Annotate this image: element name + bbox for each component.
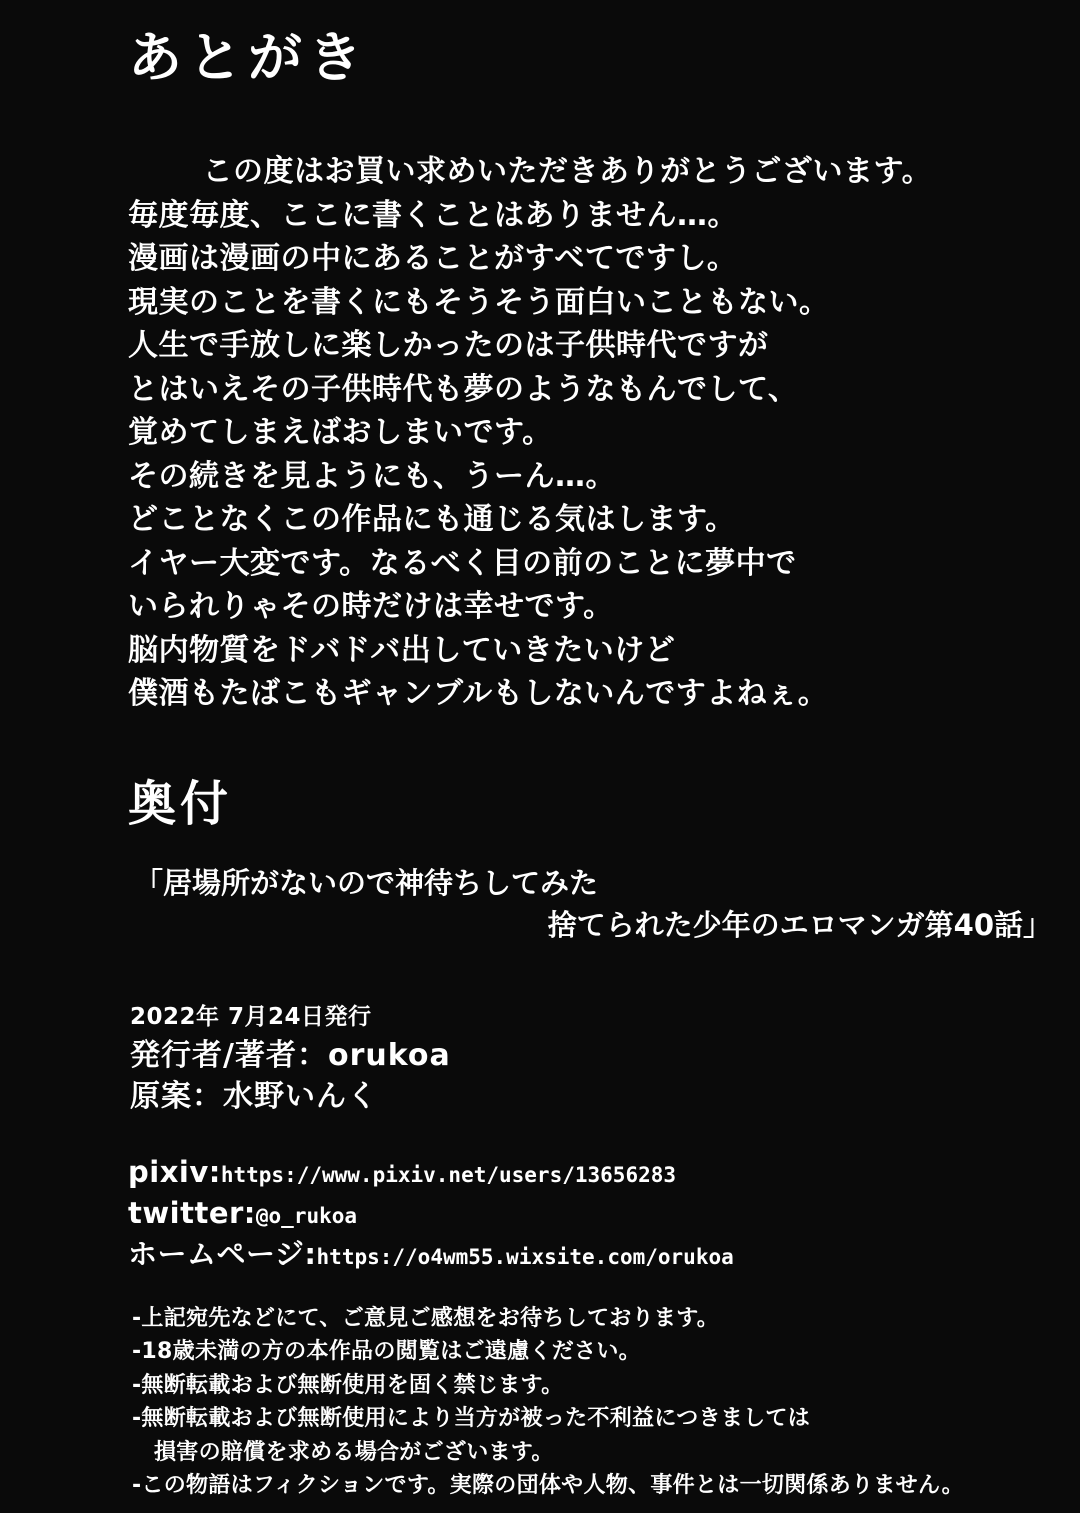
afterword-line: 覚めてしまえばおしまいです。 (128, 415, 553, 450)
afterword-line: どことなくこの作品にも通じる気はします。 (128, 502, 736, 537)
afterword-line: イヤー大変です。なるべく目の前のことに夢中で (128, 545, 797, 581)
note-item: -上記宛先などにて、ご意見ご感想をお待ちしております。 (132, 1306, 720, 1331)
note-item: -無断転載および無断使用を固く禁じます。 (132, 1372, 564, 1398)
legal-notes (132, 1302, 1032, 1503)
afterword-line: その続きを見ようにも、うーん…。 (128, 458, 616, 494)
note-item: -この物語はフィクションです。実際の団体や人物、事件とは一切関係ありません。 (132, 1473, 964, 1499)
colophon-heading: 奥付 (128, 776, 233, 832)
twitter-handle[interactable]: @o_rukoa (255, 1204, 358, 1229)
afterword-line: 脳内物質をドバドバ出していきたいけど (128, 632, 676, 668)
note-item: -18歳未満の方の本作品の閲覧はご遠慮ください。 (132, 1339, 641, 1365)
afterword-line: 僕酒もたばこもギャンブルもしないんですよねぇ。 (128, 676, 829, 711)
afterword-line: この度はお買い求めいただきありがとうございます。 (172, 154, 933, 189)
afterword-line: いられりゃその時だけは幸せです。 (128, 589, 614, 624)
note-item-continuation: 損害の賠償を求める場合がございます。 (154, 1439, 554, 1465)
homepage-url[interactable]: https://o4wm55.wixsite.com/orukoa (316, 1245, 734, 1270)
publication-date: 2022年 7月24日発行 (130, 1004, 372, 1030)
afterword-line: 現実のことを書くにもそうそう面白いこともない。 (128, 284, 830, 320)
original-plan: 原案：水野いんく (130, 1078, 378, 1114)
work-title-line1: 「居場所がないので神待ちしてみた (134, 866, 599, 900)
afterword-line: とはいえその子供時代も夢のようなもんでして、 (128, 371, 799, 407)
pixiv-label: pixiv: (128, 1155, 221, 1189)
link-row-pixiv[interactable] (128, 1152, 1048, 1193)
publication-info (130, 1000, 1030, 1117)
link-row-twitter[interactable] (128, 1193, 1048, 1234)
afterword-body (128, 150, 1028, 716)
work-title-line2: 捨てられた少年のエロマンガ第40話」 (547, 908, 1052, 943)
afterword-line: 毎度毎度、ここに書くことはありません…。 (128, 197, 738, 233)
link-row-homepage[interactable] (128, 1234, 1048, 1275)
publisher-author: 発行者/著者：orukoa (130, 1037, 451, 1073)
note-item: -無断転載および無断使用により当方が被った不利益につきましては (132, 1406, 810, 1432)
twitter-label: twitter: (128, 1196, 256, 1231)
contact-links (128, 1152, 1048, 1276)
afterword-line: 人生で手放しに楽しかったのは子供時代ですが (128, 328, 769, 363)
homepage-label: ホームページ: (128, 1237, 317, 1272)
afterword-line: 漫画は漫画の中にあることがすべてですし。 (128, 241, 738, 276)
work-title (134, 862, 1054, 946)
afterword-heading: あとがき (128, 26, 368, 89)
pixiv-url[interactable]: https://www.pixiv.net/users/13656283 (220, 1163, 677, 1187)
